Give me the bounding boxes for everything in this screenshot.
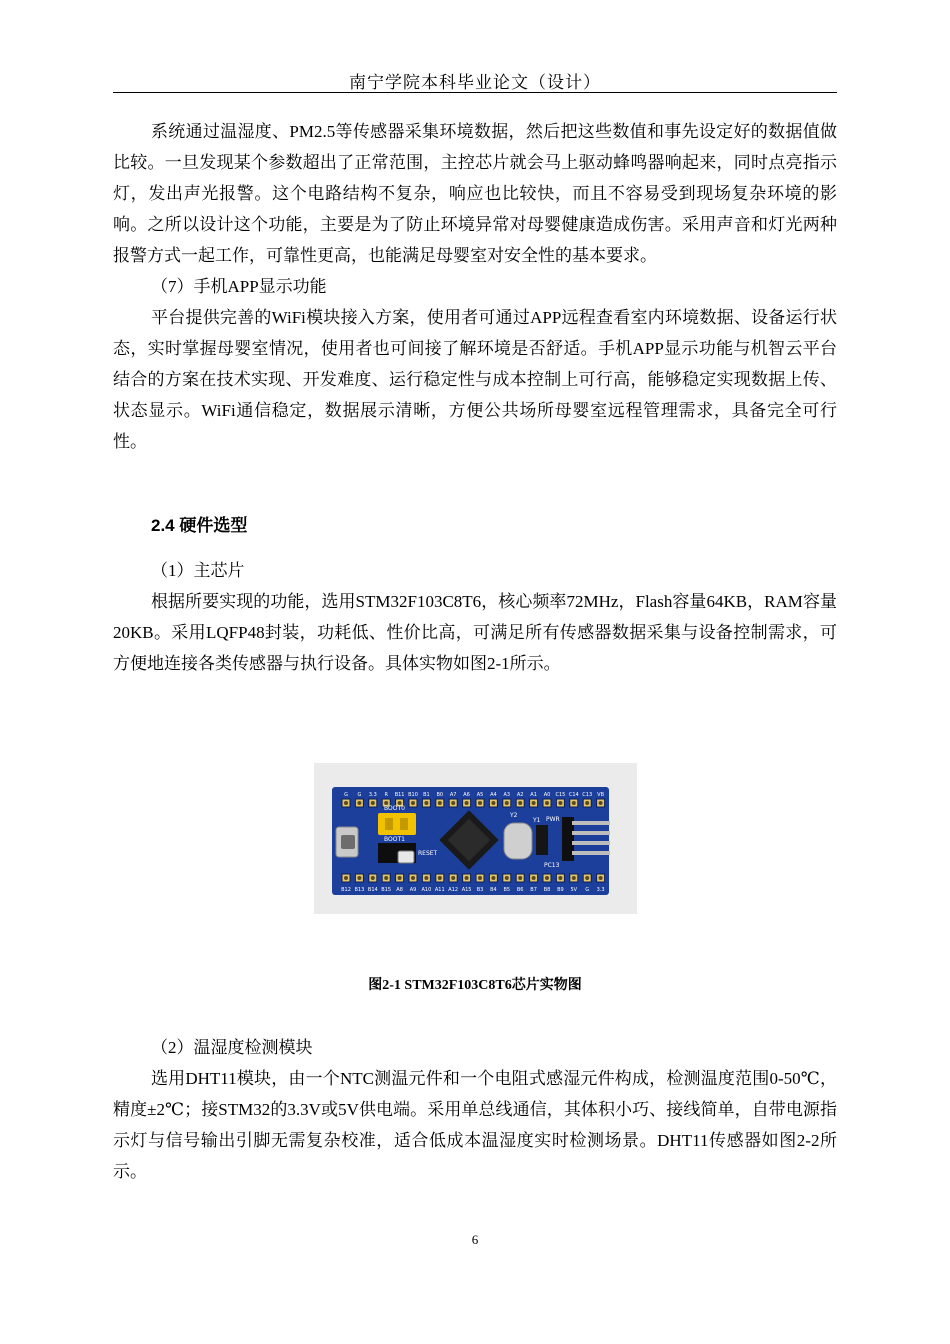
pin-label: A1 (530, 792, 537, 798)
section-heading: 2.4 硬件选型 (151, 516, 248, 535)
swd-pin (572, 821, 610, 825)
pin-label: B6 (516, 887, 524, 893)
pin-hole (545, 876, 549, 880)
pwr-label: PWR (546, 816, 560, 823)
pin-hole (518, 876, 522, 880)
pin-hole (599, 801, 603, 805)
pin-label: A15 (461, 887, 472, 893)
reset-button (398, 851, 414, 863)
pin-hole (491, 801, 495, 805)
pin-label: B8 (543, 887, 551, 893)
pin-hole (384, 876, 388, 880)
header-rule (113, 92, 837, 93)
pin-label: A4 (490, 792, 497, 798)
pin-label: G (344, 792, 348, 798)
pin-hole (585, 876, 589, 880)
pin-hole (344, 801, 348, 805)
pin-hole (599, 876, 603, 880)
y2-label: Y2 (510, 812, 518, 819)
pin-hole (465, 876, 469, 880)
pin-label: B14 (367, 887, 378, 893)
paragraph: 平台提供完善的WiFi模块接入方案，使用者可通过APP远程查看室内环境数据、设备运行状态，实时掌握母婴室情况，使用者也可间接了解环境是否舒适。手机APP显示功能与机智云平台结合的方案在技术实现、开发难度、运行稳定性与成本控制上可行高，能够稳定实现数据上传、状态显示。WiFi通信稳定，数据展示清晰，方便公共场所母婴室远程管理需求，具备完全可行性。 (113, 308, 837, 451)
pin-hole (585, 801, 589, 805)
page-header: 南宁学院本科毕业论文（设计） (349, 73, 601, 92)
pin-hole (411, 801, 415, 805)
pin-label: B5 (503, 887, 511, 893)
pin-label: A8 (396, 887, 403, 893)
pin-label: B7 (530, 887, 537, 893)
pin-hole (478, 876, 482, 880)
pin-label: A3 (503, 792, 511, 798)
pin-label: B12 (341, 887, 351, 893)
pin-label: C13 (582, 792, 593, 798)
pin-label: R (384, 792, 388, 798)
y1-label: Y1 (533, 817, 541, 824)
stm32-board-photo (314, 763, 637, 914)
swd-pin (572, 851, 610, 855)
pin-label: B0 (436, 792, 444, 798)
pin-label: A12 (448, 887, 459, 893)
pin-hole (505, 876, 509, 880)
pin-hole (357, 876, 361, 880)
pin-label: B13 (354, 887, 365, 893)
pin-hole (572, 876, 576, 880)
pin-hole (478, 801, 482, 805)
pin-label: A5 (476, 792, 484, 798)
boot1-label: BOOT1 (384, 836, 405, 843)
pin-label: 3.3 (368, 792, 377, 798)
subsection-title: （7）手机APP显示功能 (151, 277, 327, 296)
swd-pin (572, 841, 610, 845)
pin-label: B10 (408, 792, 418, 798)
crystal-oscillator (504, 823, 532, 859)
pin-hole (357, 801, 361, 805)
pin-label: A11 (434, 887, 445, 893)
paragraph: 系统通过温湿度、PM2.5等传感器采集环境数据，然后把这些数值和事先设定好的数据值做比较。一旦发现某个参数超出了正常范围，主控芯片就会马上驱动蜂鸣器响起来，同时点亮指示灯，发出声光报警。这个电路结构不复杂，响应也比较快，而且不容易受到现场复杂环境的影响。之所以设计这个功能，主要是为了防止环境异常对母婴健康造成伤害。采用声音和灯光两种报警方式一起工作，可靠性更高，也能满足母婴室对安全性的基本要求。 (113, 122, 837, 265)
pin-label: B11 (394, 792, 405, 798)
pin-label: G (357, 792, 362, 798)
pin-hole (438, 801, 442, 805)
pin-hole (371, 801, 375, 805)
pin-hole (451, 876, 455, 880)
text-block-3 (113, 1032, 837, 1187)
pin-hole (411, 876, 415, 880)
pin-label: A9 (409, 887, 417, 893)
pin-label: B3 (476, 887, 484, 893)
jumper-pin (400, 818, 408, 830)
small-crystal (536, 825, 548, 855)
pin-label: A7 (449, 792, 457, 798)
pin-label: G (585, 887, 590, 893)
pin-hole (572, 801, 576, 805)
pin-label: B4 (490, 887, 497, 893)
pin-label: B15 (381, 887, 392, 893)
micro-usb-opening (341, 835, 355, 849)
pin-label: A6 (463, 792, 470, 798)
pin-hole (518, 801, 522, 805)
pin-label: B9 (557, 887, 564, 893)
pin-hole (344, 876, 348, 880)
reset-label: RESET (418, 850, 438, 857)
pin-label: 3.3 (596, 887, 605, 893)
paragraph: 选用DHT11模块，由一个NTC测温元件和一个电阻式感湿元件构成，检测温度范围0-50℃，精度±2℃；接STM32的3.3V或5V供电端。采用单总线通信，其体积小巧、接线简单，自带电源指示灯与信号输出引脚无需复杂校准，适合低成本温湿度实时检测场景。DHT11传感器如图2-2所示。 (113, 1069, 837, 1181)
text-block-2 (113, 555, 837, 679)
pin-label: 5V (570, 887, 578, 893)
boot0-label: BOOT0 (384, 805, 405, 812)
pin-hole (465, 801, 469, 805)
pin-label: A10 (421, 887, 432, 893)
pin-label: C14 (568, 792, 579, 798)
pin-label: VB (597, 792, 605, 798)
pin-hole (491, 876, 495, 880)
pin-hole (424, 876, 428, 880)
page-number: 6 (471, 1232, 479, 1247)
pin-label: A2 (516, 792, 524, 798)
swd-pin (572, 831, 610, 835)
jumper-pin (385, 818, 393, 830)
figure-caption: 图2-1 STM32F103C8T6芯片实物图 (368, 978, 582, 993)
pc13-label: PC13 (544, 862, 560, 869)
pin-hole (545, 801, 549, 805)
paragraph: 根据所要实现的功能，选用STM32F103C8T6，核心频率72MHz，Flash容量64KB，RAM容量20KB。采用LQFP48封装，功耗低、性价比高，可满足所有传感器数据采集与设备控制需求，可方便地连接各类传感器与执行设备。具体实物如图2-1所示。 (113, 592, 837, 673)
pin-hole (532, 876, 536, 880)
text-block-1 (113, 116, 837, 457)
pin-hole (451, 801, 455, 805)
pin-hole (398, 876, 402, 880)
subsection-title: （2）温湿度检测模块 (151, 1038, 313, 1057)
pin-hole (424, 801, 428, 805)
pin-hole (558, 876, 562, 880)
pin-hole (505, 801, 509, 805)
pin-hole (532, 801, 536, 805)
pin-hole (558, 801, 562, 805)
pin-label: A0 (543, 792, 551, 798)
pin-hole (371, 876, 375, 880)
pin-label: C15 (555, 792, 566, 798)
subsection-title: （1）主芯片 (151, 561, 245, 580)
pin-label: B1 (423, 792, 430, 798)
pin-hole (438, 876, 442, 880)
boot-jumper (378, 813, 416, 835)
